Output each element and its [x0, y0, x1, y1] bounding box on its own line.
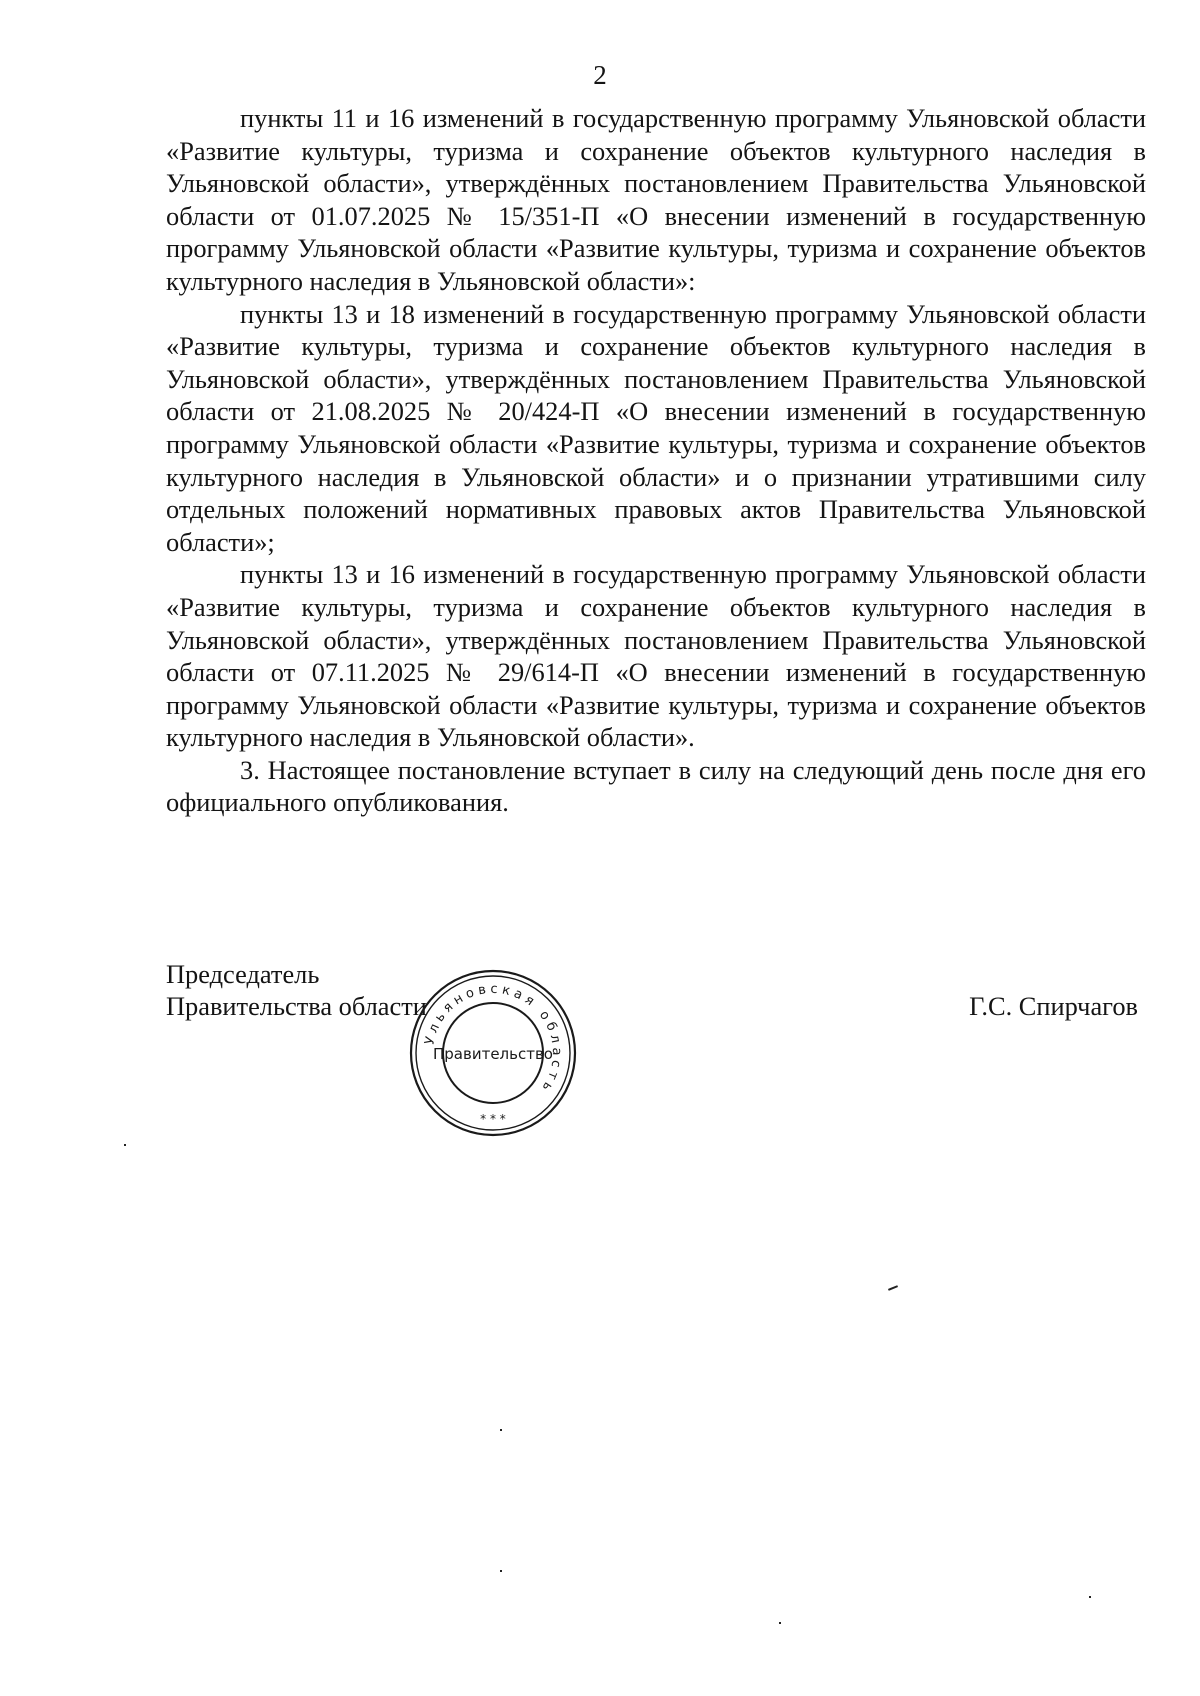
signatory-title-line-1: Председатель [166, 959, 320, 989]
paragraph-entry-into-force: 3. Настоящее постановление вступает в силу на следующий день после дня его официального опубликования. [166, 754, 1146, 818]
scan-speck [500, 1429, 502, 1431]
page-number: 2 [593, 60, 607, 90]
official-seal [405, 965, 581, 1141]
scan-speck [500, 1570, 502, 1572]
paragraph-amendment-1: пункты 11 и 16 изменений в государственную программу Ульяновской области «Развитие культуры, туризма и сохранение объектов культурного наследия в Ульяновской области», утверждённых постановлением Правительства Ульяновской области от 01.07.2025 № 15/351-П «О внесении изменений в государственную программу Ульяновской области «Развитие культуры, туризма и сохранение объектов культурного наследия в Ульяновской области»: [166, 103, 1146, 296]
scan-speck [888, 1285, 898, 1291]
paragraph-amendment-2: пункты 13 и 18 изменений в государственную программу Ульяновской области «Развитие культуры, туризма и сохранение объектов культурного наследия в Ульяновской области», утверждённых постановлением Правительства Ульяновской области от 21.08.2025 № 20/424-П «О внесении изменений в государственную программу Ульяновской области «Развитие культуры, туризма и сохранение объектов культурного наследия в Ульяновской области» и о признании утратившими силу отдельных положений нормативных правовых актов Правительства Ульяновской области»; [166, 298, 1146, 557]
paragraph-amendment-3: пункты 13 и 16 изменений в государственную программу Ульяновской области «Развитие культуры, туризма и сохранение объектов культурного наследия в Ульяновской области», утверждённых постановлением Правительства Ульяновской области от 07.11.2025 № 29/614-П «О внесении изменений в государственную программу Ульяновской области «Развитие культуры, туризма и сохранение объектов культурного наследия в Ульяновской области». [166, 559, 1146, 753]
signatory-name: Г.С. Спирчагов [969, 991, 1138, 1021]
seal-outer-text: Ульяновская область [422, 981, 565, 1098]
seal-stars: * * * [480, 1112, 506, 1126]
scan-speck [1089, 1596, 1091, 1598]
scan-speck [124, 1144, 126, 1146]
seal-center-text: Правительство [433, 1045, 553, 1063]
signature-block [166, 958, 1146, 1108]
signatory-title-line-2: Правительства области [166, 991, 427, 1021]
document-body [166, 102, 1146, 819]
scan-speck [779, 1622, 781, 1624]
